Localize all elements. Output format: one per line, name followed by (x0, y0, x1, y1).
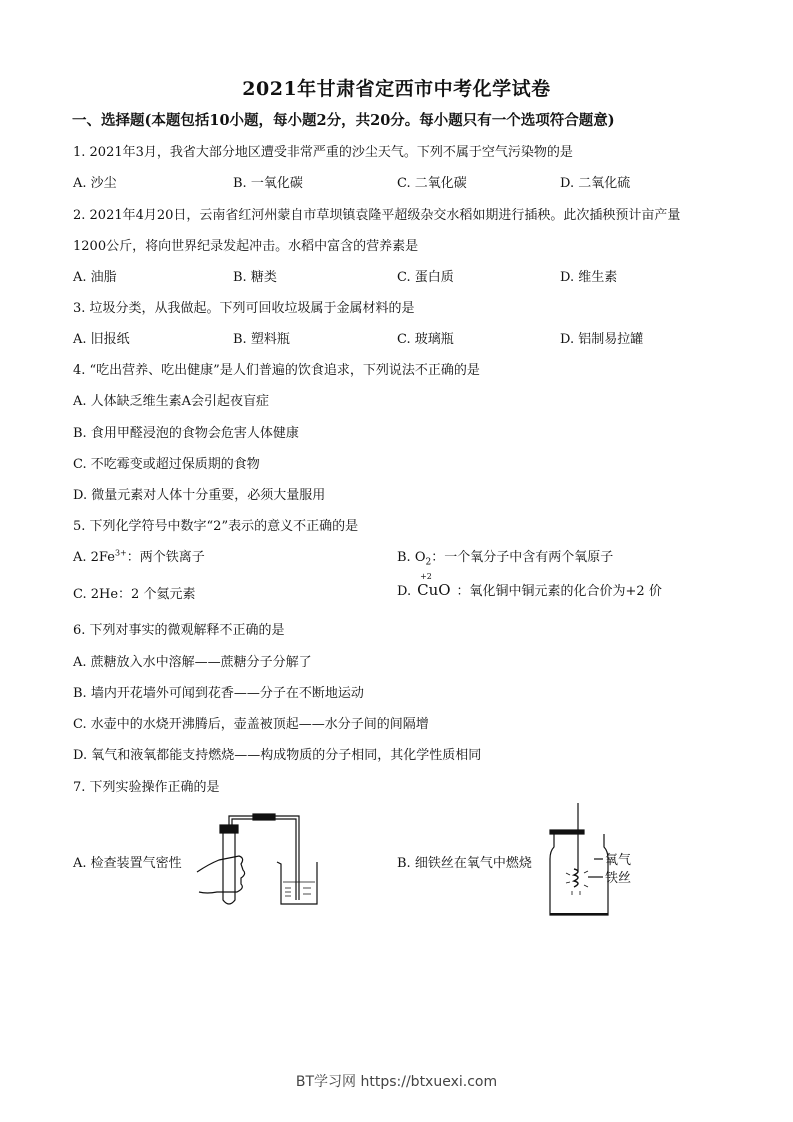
q2-option-b: B. 糖类 (233, 270, 277, 285)
q3-option-a: A. 旧报纸 (73, 332, 130, 347)
q5-d-text: ：氧化铜中铜元素的化合价为+2 价 (456, 584, 662, 599)
q2-option-d: D. 维生素 (560, 270, 618, 285)
section-heading: 一、选择题(本题包括10小题，每小题2分，共20分。每小题只有一个选项符合题意) (72, 112, 615, 129)
q1-option-d: D. 二氧化硫 (560, 176, 631, 191)
q5-a-charge: 3+ (114, 548, 127, 558)
q1-option-b: B. 一氧化碳 (233, 176, 303, 191)
page-title: 2021年甘肃省定西市中考化学试卷 (242, 78, 551, 100)
q5-b-text: ：一个氧分子中含有两个氧原子 (431, 550, 614, 565)
q1-option-a: A. 沙尘 (73, 176, 117, 191)
question-2-stem: 2. 2021年4月20日，云南省红河州蒙自市草坝镇袁隆平超级杂交水稻如期进行插秧。此次插秧预计亩产量 (73, 208, 681, 223)
q6-option-c: C. 水壶中的水烧开沸腾后，壶盖被顶起——水分子间的间隔增 (73, 717, 429, 732)
q4-option-d: D. 微量元素对人体十分重要，必须大量服用 (73, 488, 326, 503)
q2-option-c: C. 蛋白质 (397, 270, 454, 285)
q5-option-a (73, 546, 205, 565)
q6-option-a: A. 蔗糖放入水中溶解——蔗糖分子分解了 (73, 655, 312, 670)
q5-d-valence: +2 (420, 572, 432, 581)
q5-option-c: C. 2He：2 个氦元素 (73, 587, 196, 602)
airtightness-check-figure (195, 812, 325, 910)
q5-option-d (397, 572, 662, 599)
q4-option-a: A. 人体缺乏维生素A会引起夜盲症 (73, 394, 270, 409)
q5-a-label: A. 2Fe (73, 550, 115, 565)
question-6-stem: 6. 下列对事实的微观解释不正确的是 (73, 623, 285, 638)
question-4-stem: 4. “吃出营养、吃出健康”是人们普遍的饮食追求，下列说法不正确的是 (73, 363, 480, 378)
q3-option-c: C. 玻璃瓶 (397, 332, 454, 347)
q3-option-d: D. 铝制易拉罐 (560, 332, 644, 347)
iron-wire-combustion-figure (548, 803, 648, 918)
q6-option-d: D. 氧气和液氧都能支持燃烧——构成物质的分子相同，其化学性质相同 (73, 748, 482, 763)
question-7-stem: 7. 下列实验操作正确的是 (73, 780, 220, 795)
question-1-stem: 1. 2021年3月，我省大部分地区遭受非常严重的沙尘天气。下列不属于空气污染物的是 (73, 145, 573, 160)
watermark-footer: BT学习网 https://btxuexi.com (295, 1074, 498, 1090)
q5-b-subscript: 2 (425, 557, 432, 568)
question-3-stem: 3. 垃圾分类，从我做起。下列可回收垃圾属于金属材料的是 (73, 301, 415, 316)
q5-d-label: D. (397, 584, 412, 599)
q4-option-c: C. 不吃霉变或超过保质期的食物 (73, 457, 260, 472)
q5-option-b (397, 546, 613, 568)
question-5-stem: 5. 下列化学符号中数字“2”表示的意义不正确的是 (73, 519, 359, 534)
label-iron-wire: 铁丝 (605, 871, 632, 886)
q6-option-b: B. 墙内开花墙外可闻到花香——分子在不断地运动 (73, 686, 364, 701)
q5-b-label: B. O (397, 550, 426, 565)
q7-option-a: A. 检查装置气密性 (73, 856, 182, 871)
question-2-stem-cont: 1200公斤，将向世界纪录发起冲击。水稻中富含的营养素是 (73, 239, 419, 254)
q2-option-a: A. 油脂 (73, 270, 117, 285)
q7-option-b: B. 细铁丝在氧气中燃烧 (397, 856, 532, 871)
q5-d-formula: +2 CuO (417, 572, 451, 599)
q5-a-text: ：两个铁离子 (126, 550, 205, 565)
q4-option-b: B. 食用甲醛浸泡的食物会危害人体健康 (73, 426, 299, 441)
q3-option-b: B. 塑料瓶 (233, 332, 290, 347)
label-oxygen: 氧气 (605, 853, 632, 868)
q1-option-c: C. 二氧化碳 (397, 176, 467, 191)
